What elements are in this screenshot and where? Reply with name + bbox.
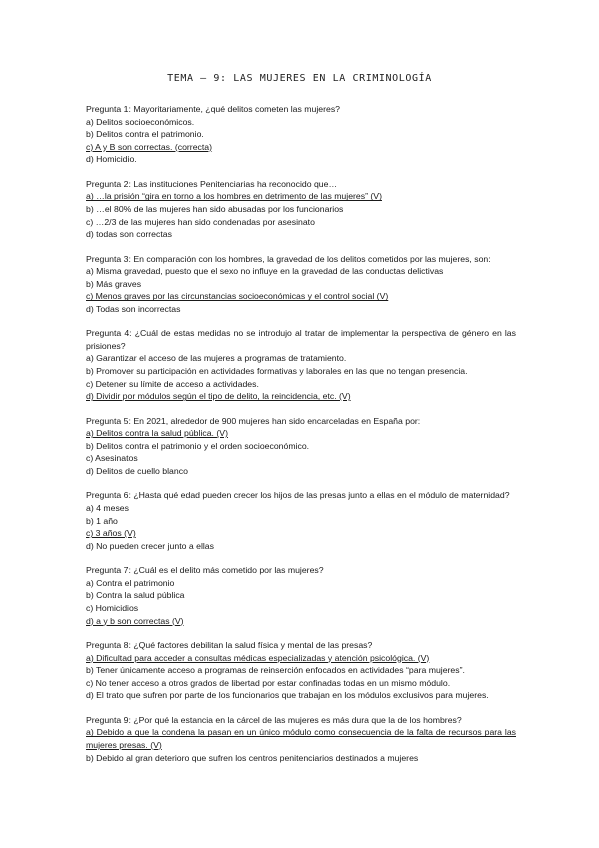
question-text: Pregunta 6: ¿Hasta qué edad pueden crecer los hijos de las presas junto a ellas en el módulo de maternidad? bbox=[86, 490, 510, 501]
answer-option: a) Garantizar el acceso de las mujeres a programas de tratamiento. bbox=[86, 353, 347, 364]
answer-option: d) Homicidio. bbox=[86, 154, 137, 165]
correct-answer-option: a) …la prisión “gira en torno a los hombres en detrimento de las mujeres” (V) bbox=[86, 191, 382, 202]
answer-option: a) Misma gravedad, puesto que el sexo no influye en la gravedad de las conductas delictivas bbox=[86, 266, 444, 277]
question-text: Pregunta 8: ¿Qué factores debilitan la salud física y mental de las presas? bbox=[86, 639, 373, 650]
answer-option: b) Contra la salud pública bbox=[86, 590, 185, 601]
correct-answer-option: d) a y b son correctas (V) bbox=[86, 615, 184, 626]
correct-answer-option: c) 3 años (V) bbox=[86, 528, 136, 539]
answer-option: c) Detener su límite de acceso a actividades. bbox=[86, 378, 259, 389]
correct-answer-option: a) Dificultad para acceder a consultas médicas especializadas y atención psicológica. (V) bbox=[86, 652, 430, 663]
question-2 bbox=[86, 178, 516, 241]
question-3 bbox=[86, 253, 516, 316]
answer-option: b) 1 año bbox=[86, 515, 118, 526]
question-text: Pregunta 7: ¿Cuál es el delito más cometido por las mujeres? bbox=[86, 565, 324, 576]
question-1 bbox=[86, 103, 516, 166]
answer-option: b) Más graves bbox=[86, 278, 142, 289]
correct-answer-option: a) Delitos contra la salud pública. (V) bbox=[86, 428, 228, 439]
answer-option: b) Promover su participación en actividades formativas y laborales en las que no tengan presencia. bbox=[86, 366, 468, 377]
answer-option: b) Debido al gran deterioro que sufren los centros penitenciarios destinados a mujeres bbox=[86, 752, 419, 763]
question-text: Pregunta 3: En comparación con los hombres, la gravedad de los delitos cometidos por las mujeres, son: bbox=[86, 253, 491, 264]
answer-option: c) …2/3 de las mujeres han sido condenadas por asesinato bbox=[86, 216, 315, 227]
document-title: TEMA – 9: LAS MUJERES EN LA CRIMINOLOGÍA bbox=[167, 73, 432, 84]
answer-option: d) todas son correctas bbox=[86, 229, 172, 240]
correct-answer-option: d) Dividir por módulos según el tipo de delito, la reincidencia, etc. (V) bbox=[86, 391, 351, 402]
answer-option: c) Asesinatos bbox=[86, 453, 138, 464]
question-6 bbox=[86, 489, 516, 552]
answer-option: d) No pueden crecer junto a ellas bbox=[86, 540, 214, 551]
answer-option: c) Homicidios bbox=[86, 602, 139, 613]
question-text: Pregunta 5: En 2021, alrededor de 900 mujeres han sido encarceladas en España por: bbox=[86, 415, 421, 426]
answer-option: b) Delitos contra el patrimonio. bbox=[86, 129, 204, 140]
question-9 bbox=[86, 714, 516, 764]
question-4 bbox=[86, 327, 516, 403]
answer-option: a) 4 meses bbox=[86, 503, 129, 514]
answer-option: b) Delitos contra el patrimonio y el orden socioeconómico. bbox=[86, 440, 310, 451]
question-text: Pregunta 1: Mayoritariamente, ¿qué delitos cometen las mujeres? bbox=[86, 104, 340, 114]
correct-answer-option: c) Menos graves por las circunstancias socioeconómicas y el control social (V) bbox=[86, 291, 389, 302]
answer-option: a) Delitos socioeconómicos. bbox=[86, 116, 195, 127]
question-8 bbox=[86, 639, 516, 702]
question-text: Pregunta 4: ¿Cuál de estas medidas no se introdujo al tratar de implementar la perspectiva de género en las prisiones? bbox=[86, 328, 516, 351]
answer-option: b) …el 80% de las mujeres han sido abusadas por los funcionarios bbox=[86, 203, 344, 214]
question-5 bbox=[86, 415, 516, 478]
answer-option: a) Contra el patrimonio bbox=[86, 577, 175, 588]
question-text: Pregunta 2: Las instituciones Penitenciarias ha reconocido que… bbox=[86, 178, 338, 189]
correct-answer-option: c) A y B son correctas. (correcta) bbox=[86, 141, 213, 152]
question-7 bbox=[86, 564, 516, 627]
answer-option: d) El trato que sufren por parte de los funcionarios que trabajan en los módulos exclusivos para mujeres. bbox=[86, 690, 489, 701]
question-list bbox=[86, 103, 516, 776]
answer-option: d) Delitos de cuello blanco bbox=[86, 466, 188, 477]
answer-option: c) No tener acceso a otros grados de libertad por estar confinadas todas en un mismo módulo. bbox=[86, 677, 451, 688]
answer-option: d) Todas son incorrectas bbox=[86, 303, 181, 314]
question-text: Pregunta 9: ¿Por qué la estancia en la cárcel de las mujeres es más dura que la de los hombres? bbox=[86, 714, 462, 725]
correct-answer-option: a) Debido a que la condena la pasan en un único módulo como consecuencia de la falta de recursos para las mujeres presas. (V) bbox=[86, 727, 516, 750]
answer-option: b) Tener únicamente acceso a programas de reinserción enfocados en actividades “para mujeres”. bbox=[86, 665, 465, 676]
